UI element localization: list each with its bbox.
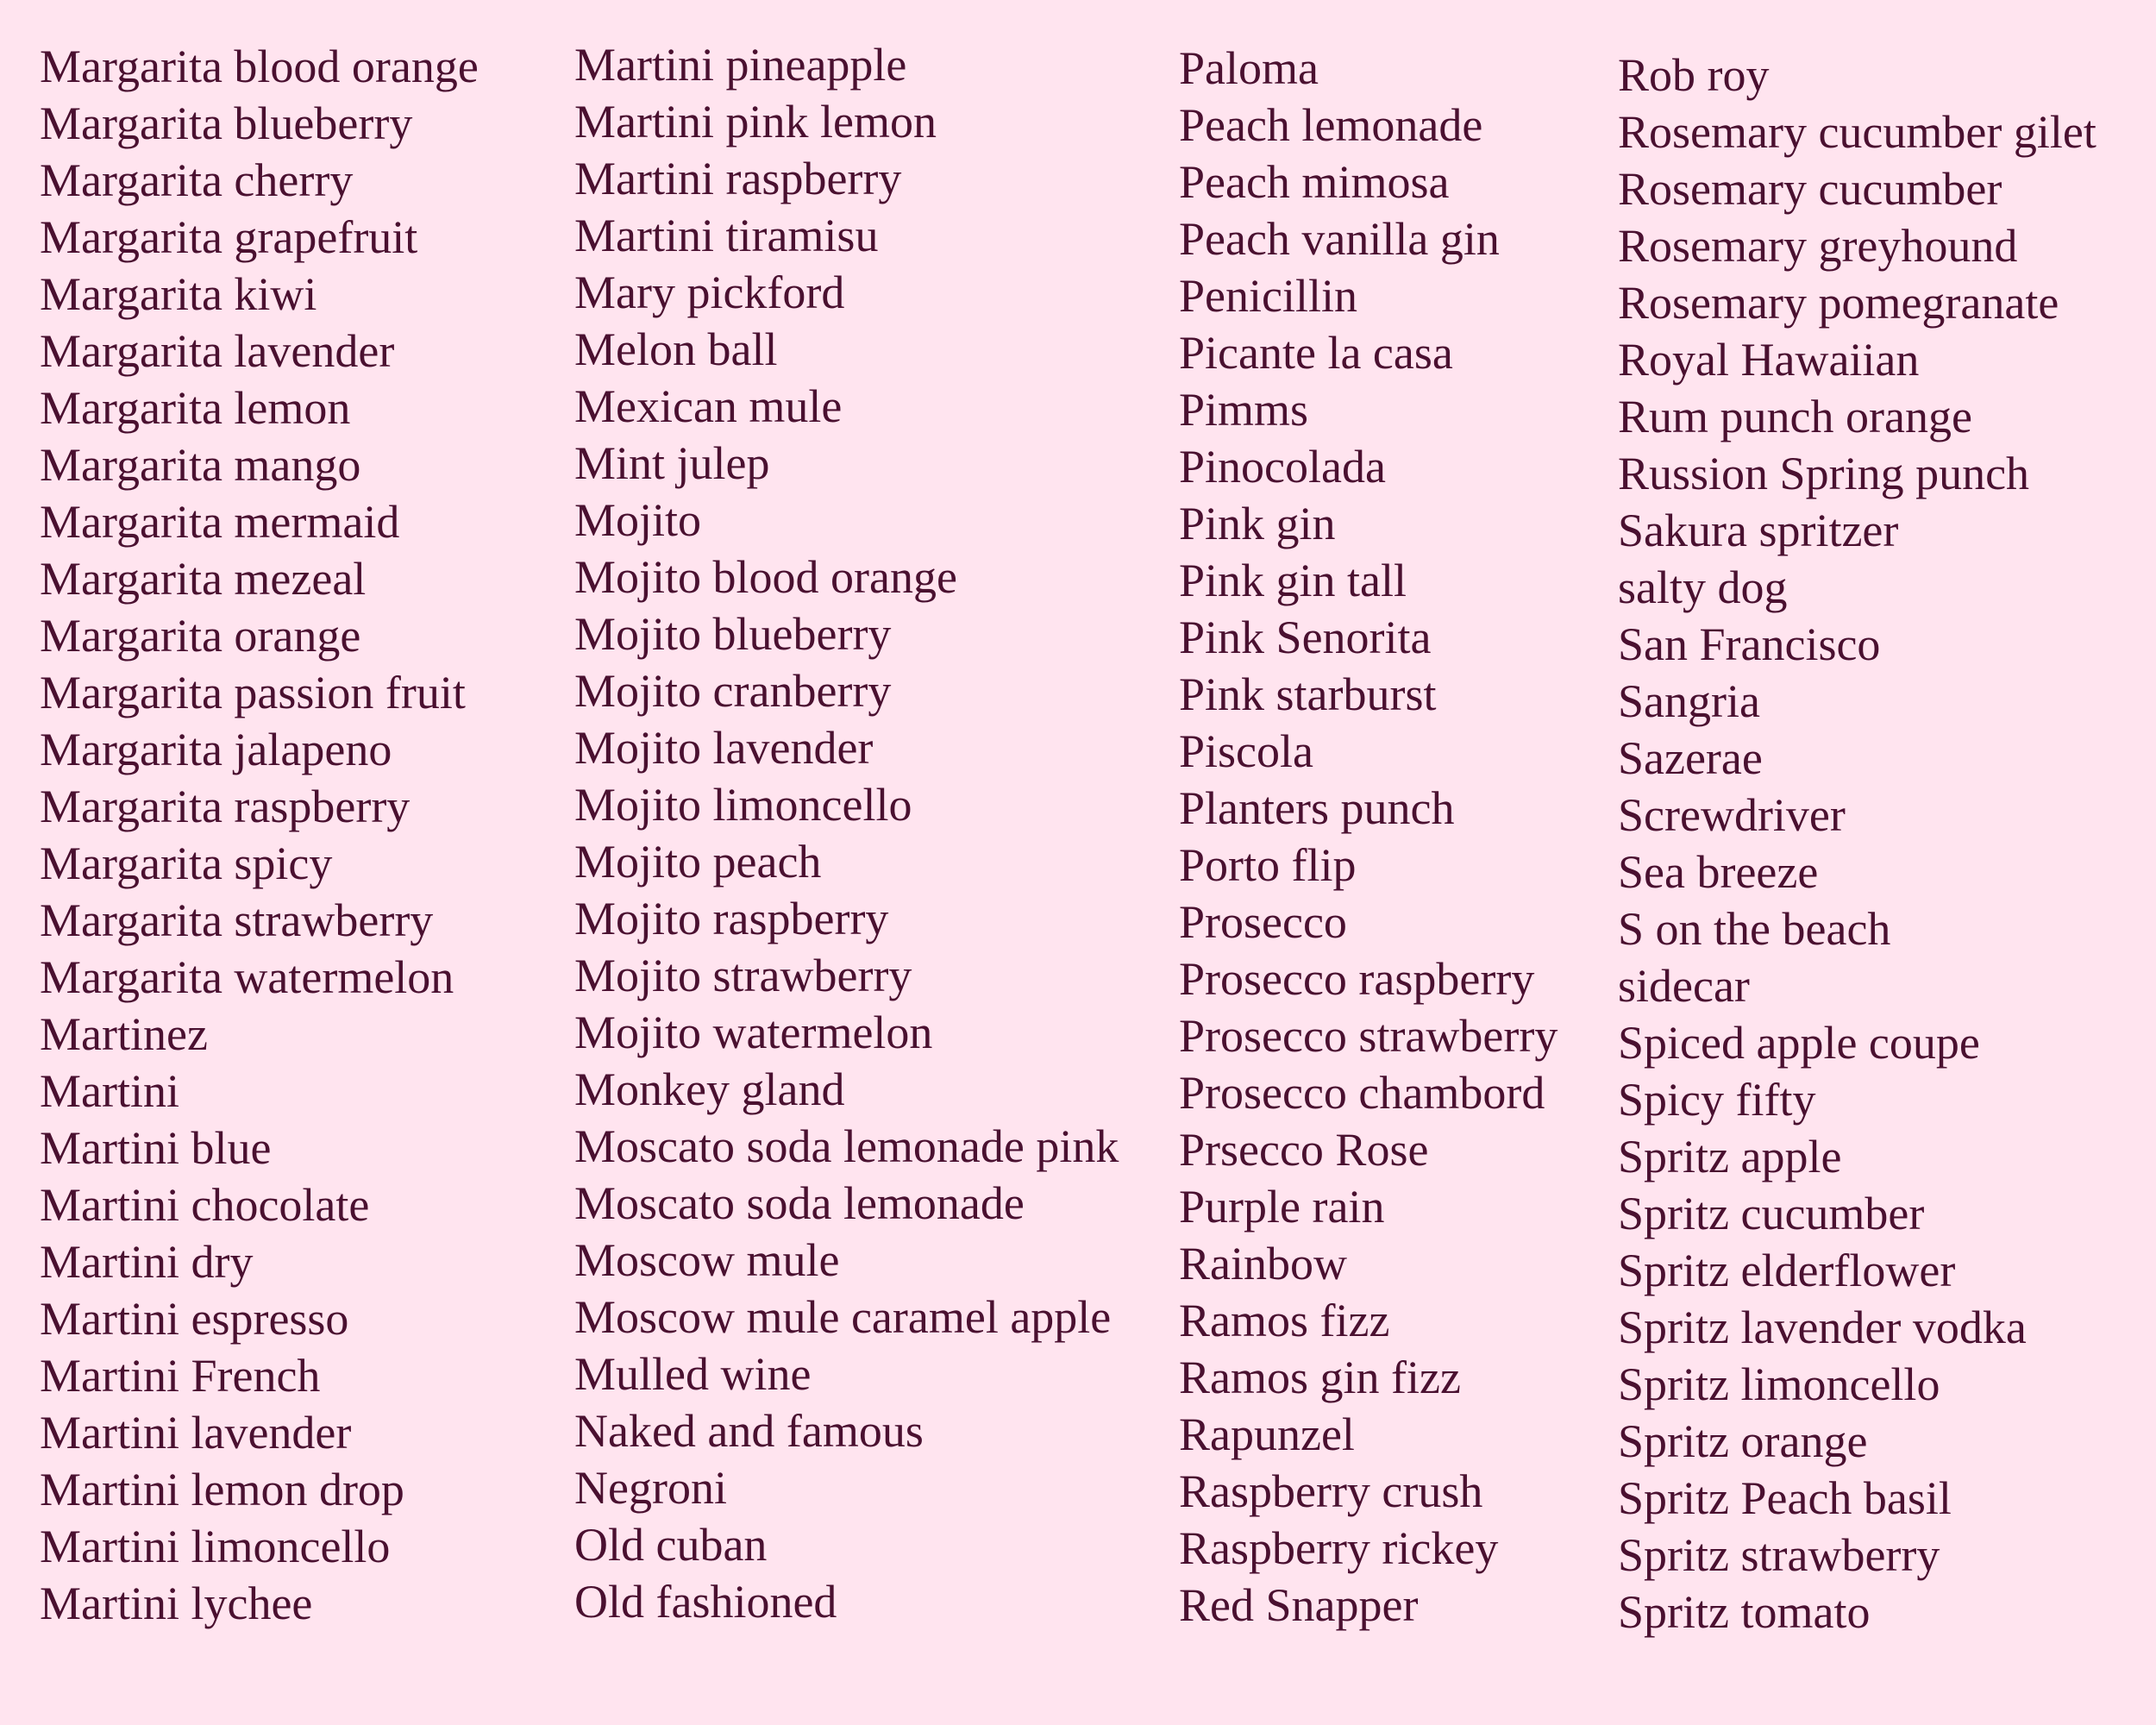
cocktail-item: Melon ball: [574, 323, 778, 375]
cocktail-item: Sea breeze: [1618, 846, 1819, 898]
cocktail-item: Mojito lavender: [574, 722, 874, 774]
cocktail-item: Martini blue: [40, 1122, 272, 1174]
cocktail-item: Sangria: [1618, 675, 1760, 727]
cocktail-item: Ramos fizz: [1179, 1295, 1390, 1346]
cocktail-item: Margarita watermelon: [40, 951, 454, 1003]
cocktail-item: Moscow mule caramel apple: [574, 1291, 1112, 1343]
cocktail-item: Prosecco raspberry: [1179, 953, 1535, 1005]
cocktail-item: Peach vanilla gin: [1179, 213, 1500, 265]
cocktail-item: Spritz strawberry: [1618, 1529, 1940, 1581]
cocktail-item: Sakura spritzer: [1618, 505, 1899, 556]
cocktail-item: Mojito blood orange: [574, 551, 957, 603]
cocktail-item: Moscato soda lemonade: [574, 1177, 1025, 1229]
cocktail-item: Martini tiramisu: [574, 210, 879, 261]
cocktail-item: Margarita mango: [40, 439, 361, 491]
cocktail-item: Rob roy: [1618, 49, 1770, 101]
cocktail-item: Prosecco chambord: [1179, 1067, 1545, 1119]
cocktail-item: Ramos gin fizz: [1179, 1352, 1461, 1403]
cocktail-item: San Francisco: [1618, 618, 1881, 670]
cocktail-item: Margarita blood orange: [40, 41, 479, 92]
cocktail-item: Purple rain: [1179, 1181, 1385, 1233]
cocktail-item: Mary pickford: [574, 267, 845, 318]
cocktail-item: Martini lavender: [40, 1407, 352, 1458]
cocktail-item: Martini limoncello: [40, 1521, 391, 1572]
cocktail-item: Rapunzel: [1179, 1408, 1355, 1460]
cocktail-item: Moscato soda lemonade pink: [574, 1120, 1119, 1172]
cocktail-item: Margarita passion fruit: [40, 667, 466, 718]
cocktail-item: Screwdriver: [1618, 789, 1846, 841]
cocktail-item: Spritz Peach basil: [1618, 1472, 1952, 1524]
cocktail-item: Margarita orange: [40, 610, 361, 662]
cocktail-item: Rosemary pomegranate: [1618, 277, 2059, 329]
cocktail-item: Raspberry rickey: [1179, 1522, 1499, 1574]
cocktail-item: Pink gin tall: [1179, 555, 1407, 606]
cocktail-item: Margarita cherry: [40, 154, 354, 206]
cocktail-item: Martini espresso: [40, 1293, 349, 1345]
cocktail-item: Red Snapper: [1179, 1579, 1419, 1631]
cocktail-item: Pinocolada: [1179, 441, 1386, 492]
cocktail-item: Martini lychee: [40, 1578, 313, 1629]
cocktail-item: Margarita strawberry: [40, 894, 434, 946]
cocktail-item: Peach mimosa: [1179, 156, 1450, 208]
cocktail-item: Margarita spicy: [40, 837, 333, 889]
cocktail-item: Mojito: [574, 494, 702, 546]
cocktail-item: Picante la casa: [1179, 327, 1453, 379]
cocktail-item: Old fashioned: [574, 1576, 837, 1628]
cocktail-item: Margarita raspberry: [40, 781, 411, 832]
cocktail-item: Martini raspberry: [574, 153, 902, 204]
cocktail-item: Mojito cranberry: [574, 665, 892, 717]
cocktail-item: Spritz apple: [1618, 1131, 1842, 1182]
cocktail-item: Mojito watermelon: [574, 1007, 933, 1058]
cocktail-item: Pimms: [1179, 384, 1309, 436]
cocktail-item: Prosecco strawberry: [1179, 1010, 1558, 1062]
cocktail-item: Margarita blueberry: [40, 97, 413, 149]
cocktail-item: Mint julep: [574, 437, 770, 489]
cocktail-item: Paloma: [1179, 42, 1319, 94]
cocktail-item: Martini: [40, 1065, 179, 1117]
cocktail-item: Spicy fifty: [1618, 1074, 1816, 1126]
cocktail-item: Spritz orange: [1618, 1415, 1868, 1467]
cocktail-item: Piscola: [1179, 725, 1313, 777]
cocktail-column-3: [1179, 40, 1557, 1634]
cocktail-item: Porto flip: [1179, 839, 1357, 891]
cocktail-item: Negroni: [574, 1462, 727, 1514]
cocktail-item: Margarita kiwi: [40, 268, 317, 320]
cocktail-item: Margarita grapefruit: [40, 211, 418, 263]
cocktail-item: Spritz lavender vodka: [1618, 1302, 2027, 1353]
cocktail-item: Martini dry: [40, 1236, 254, 1288]
cocktail-item: Moscow mule: [574, 1234, 840, 1286]
cocktail-item: Penicillin: [1179, 270, 1357, 322]
cocktail-item: Martini French: [40, 1350, 321, 1402]
cocktail-item: Spritz elderflower: [1618, 1245, 1956, 1296]
cocktail-item: Pink gin: [1179, 498, 1336, 549]
cocktail-item: Pink Senorita: [1179, 612, 1432, 663]
cocktail-item: S on the beach: [1618, 903, 1891, 955]
cocktail-item: Rum punch orange: [1618, 391, 1972, 442]
cocktail-column-1: [40, 38, 479, 1632]
cocktail-item: Mojito blueberry: [574, 608, 892, 660]
cocktail-item: Sazerae: [1618, 732, 1763, 784]
cocktail-item: Margarita mezeal: [40, 553, 367, 605]
cocktail-item: Spiced apple coupe: [1618, 1017, 1980, 1069]
cocktail-item: Margarita lemon: [40, 382, 351, 434]
cocktail-item: Rosemary cucumber: [1618, 163, 2002, 215]
cocktail-item: Peach lemonade: [1179, 99, 1483, 151]
cocktail-item: Spritz tomato: [1618, 1586, 1871, 1638]
cocktail-item: Martini lemon drop: [40, 1464, 404, 1515]
cocktail-item: Margarita mermaid: [40, 496, 400, 548]
cocktail-item: Naked and famous: [574, 1405, 924, 1457]
cocktail-item: Mojito raspberry: [574, 893, 889, 944]
cocktail-item: salty dog: [1618, 561, 1788, 613]
cocktail-item: Royal Hawaiian: [1618, 334, 1920, 386]
cocktail-item: Monkey gland: [574, 1063, 845, 1115]
cocktail-item: Rainbow: [1179, 1238, 1347, 1289]
cocktail-column-2: [574, 36, 1119, 1630]
cocktail-item: Margarita lavender: [40, 325, 395, 377]
cocktail-item: Margarita jalapeno: [40, 724, 392, 775]
cocktail-item: Mojito strawberry: [574, 950, 912, 1001]
cocktail-item: Martini chocolate: [40, 1179, 370, 1231]
cocktail-item: Martinez: [40, 1008, 208, 1060]
cocktail-item: Spritz cucumber: [1618, 1188, 1925, 1239]
cocktail-item: Rosemary greyhound: [1618, 220, 2018, 272]
cocktail-item: Old cuban: [574, 1519, 768, 1571]
cocktail-item: Pink starburst: [1179, 668, 1437, 720]
cocktail-item: sidecar: [1618, 960, 1750, 1012]
cocktail-item: Mexican mule: [574, 380, 843, 432]
cocktail-item: Rosemary cucumber gilet: [1618, 106, 2096, 158]
cocktail-item: Mojito limoncello: [574, 779, 912, 831]
cocktail-item: Planters punch: [1179, 782, 1455, 834]
cocktail-item: Prsecco Rose: [1179, 1124, 1429, 1176]
cocktail-item: Prosecco: [1179, 896, 1347, 948]
cocktail-item: Russion Spring punch: [1618, 448, 2030, 499]
cocktail-column-4: [1618, 47, 2096, 1640]
cocktail-item: Spritz limoncello: [1618, 1358, 1940, 1410]
cocktail-item: Martini pineapple: [574, 39, 907, 91]
cocktail-item: Mojito peach: [574, 836, 822, 888]
cocktail-item: Raspberry crush: [1179, 1465, 1483, 1517]
cocktail-item: Mulled wine: [574, 1348, 812, 1400]
cocktail-item: Martini pink lemon: [574, 96, 937, 147]
